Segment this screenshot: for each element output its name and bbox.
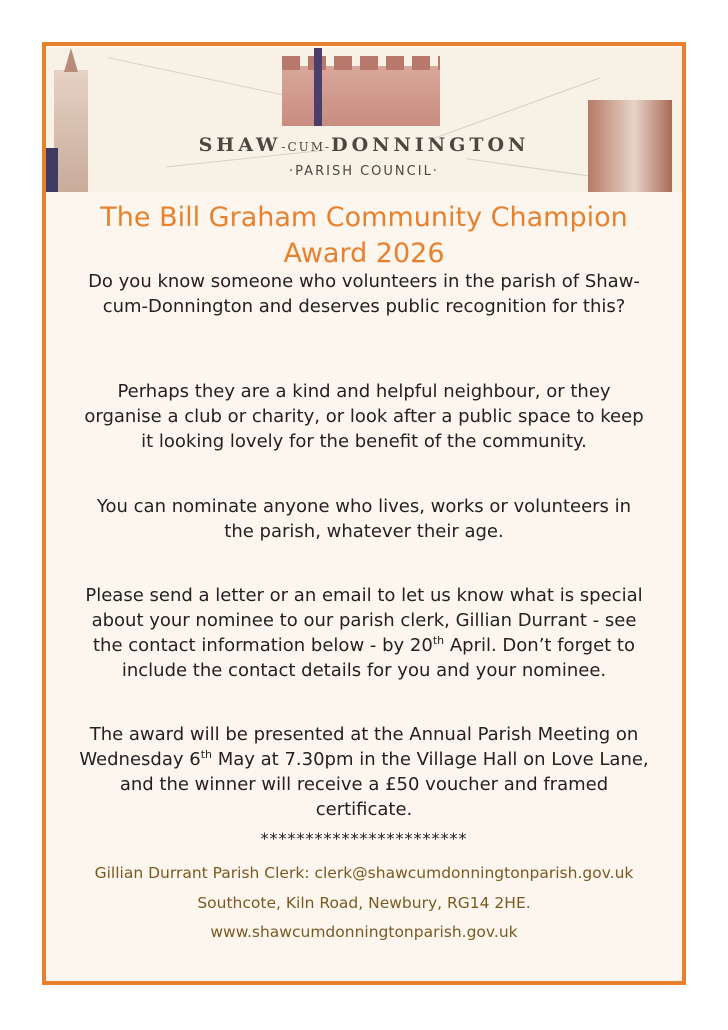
paragraph-how-to-nominate — [46, 583, 682, 683]
logo-title: SHAW-CUM-DONNINGTON — [198, 134, 530, 156]
text-line: organise a club or charity, or look after a public space to keep — [84, 406, 644, 427]
text-line: The award will be presented at the Annual Parish Meeting on — [89, 724, 639, 745]
text-line: Do you know someone who volunteers in the parish of Shaw- — [88, 271, 640, 292]
contact-website[interactable]: www.shawcumdonningtonparish.gov.uk — [210, 923, 518, 941]
paragraph-presentation — [46, 722, 682, 822]
text-line: You can nominate anyone who lives, works or volunteers in — [96, 496, 632, 517]
logo-subtitle: ·PARISH COUNCIL· — [289, 164, 439, 179]
text-line: the contact information below - by 20th April. Don’t forget to — [92, 634, 635, 656]
text-line: the parish, whatever their age. — [224, 521, 504, 542]
text-line: and the winner will receive a £50 voucher and framed — [119, 774, 609, 795]
paragraph-eligibility — [46, 494, 682, 544]
parish-council-banner — [46, 48, 682, 192]
text-line: cum-Donnington and deserves public recognition for this? — [102, 296, 626, 317]
paragraph-examples — [46, 379, 682, 454]
asterisk-divider: *********************** — [260, 829, 468, 848]
manor-house-illustration — [282, 66, 440, 126]
award-title — [46, 200, 682, 272]
text-line: include the contact details for you and your nominee. — [121, 660, 607, 681]
text-line: certificate. — [315, 799, 413, 820]
paragraph-intro — [46, 269, 682, 319]
text-line: Perhaps they are a kind and helpful neighbour, or they — [117, 381, 611, 402]
title-line: Award 2026 — [283, 238, 445, 269]
contact-clerk: Gillian Durrant Parish Clerk: clerk@shawcumdonningtonparish.gov.uk — [94, 864, 634, 882]
poster-frame — [42, 42, 686, 985]
text-line: about your nominee to our parish clerk, Gillian Durrant - see — [91, 610, 637, 631]
text-line: Please send a letter or an email to let us know what is special — [85, 585, 643, 606]
text-line: Wednesday 6th May at 7.30pm in the Village Hall on Love Lane, — [79, 748, 649, 770]
contact-address: Southcote, Kiln Road, Newbury, RG14 2HE. — [197, 894, 531, 912]
text-line: it looking lovely for the benefit of the community. — [141, 431, 587, 452]
title-line: The Bill Graham Community Champion — [100, 202, 628, 233]
